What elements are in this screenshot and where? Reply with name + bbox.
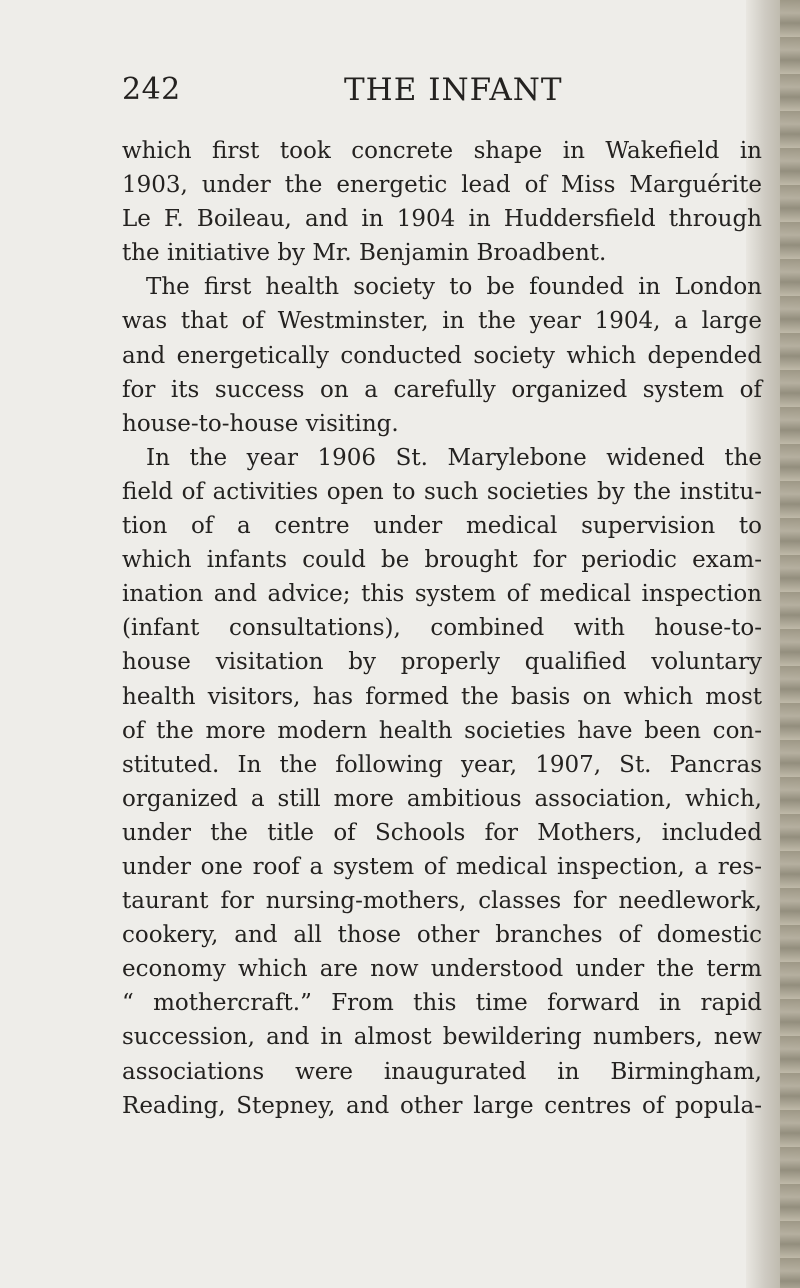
text-line: house visitation by properly qualified voluntary — [122, 649, 762, 676]
text-line: associations were inaugurated in Birmingham, — [122, 1058, 762, 1085]
text-line: the initiative by Mr. Benjamin Broadbent. — [122, 240, 607, 267]
text-line: of the more modern health societies have been con- — [122, 717, 762, 744]
text-line: Le F. Boileau, and in 1904 in Huddersfield through — [122, 206, 762, 233]
text-line: house-to-house visiting. — [122, 410, 399, 437]
text-line: tion of a centre under medical supervision to — [122, 513, 762, 540]
text-line: for its success on a carefully organized system of — [122, 376, 762, 403]
running-title: THE INFANT — [344, 72, 563, 108]
text-line: under the title of Schools for Mothers, included — [122, 819, 762, 846]
text-line: cookery, and all those other branches of domestic — [122, 922, 762, 949]
text-line: which first took concrete shape in Wakefield in — [122, 138, 762, 164]
text-line: succession, and in almost bewildering numbers, new — [122, 1024, 762, 1051]
body-text — [122, 134, 762, 1123]
text-line: economy which are now understood under the term — [122, 956, 762, 983]
text-line: taurant for nursing-mothers, classes for needlework, — [122, 888, 762, 915]
text-line: (infant consultations), combined with house-to- — [122, 615, 762, 642]
text-line: which infants could be brought for periodic exam- — [122, 547, 762, 574]
text-line: Reading, Stepney, and other large centres of popula- — [122, 1092, 762, 1119]
text-line: ination and advice; this system of medical inspection — [122, 581, 762, 608]
page-edge-stack — [780, 0, 800, 1288]
text-line: field of activities open to such societies by the institu- — [122, 478, 762, 505]
text-line: In the year 1906 St. Marylebone widened the — [146, 444, 762, 471]
text-line: The first health society to be founded in London — [146, 274, 762, 301]
page-header — [122, 72, 762, 114]
text-line: 1903, under the energetic lead of Miss Marguérite — [122, 172, 762, 199]
page-number: 242 — [122, 72, 181, 107]
text-line: organized a still more ambitious association, which, — [122, 785, 762, 812]
text-line: stituted. In the following year, 1907, St. Pancras — [122, 751, 762, 778]
text-line: and energetically conducted society which depended — [122, 342, 762, 369]
text-line: health visitors, has formed the basis on which most — [122, 683, 762, 710]
text-line: was that of Westminster, in the year 1904, a large — [122, 308, 762, 335]
text-line: “ mothercraft.” From this time forward in rapid — [122, 990, 762, 1017]
text-line: under one roof a system of medical inspection, a res- — [122, 853, 762, 880]
